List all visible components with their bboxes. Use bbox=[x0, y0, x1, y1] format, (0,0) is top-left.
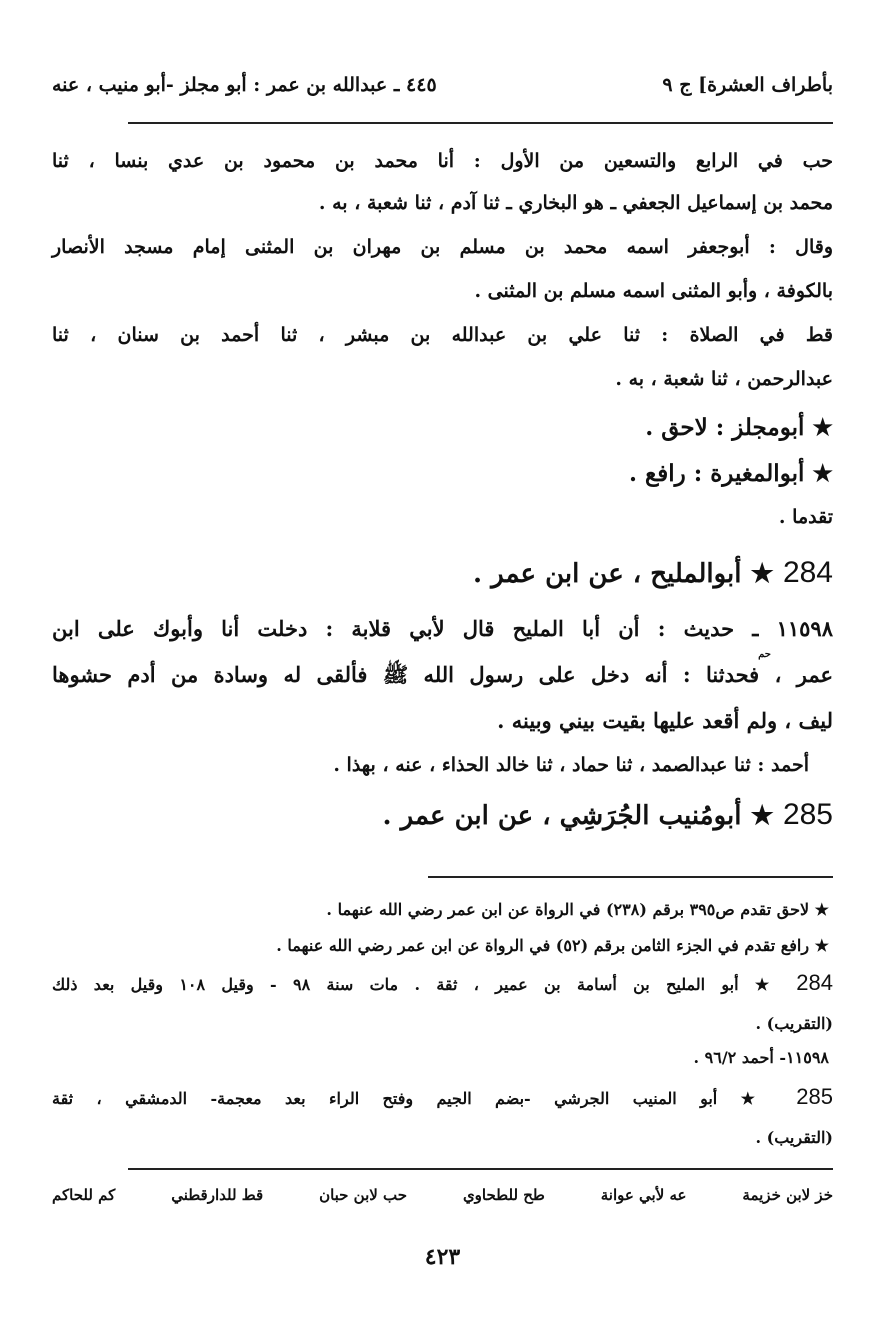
footnote-284-text: ★ أبو المليح بن أسامة بن عمير ، ثقة . مات سنة ٩٨ - وقيل ١٠٨ وقيل بعد ذلك bbox=[52, 975, 780, 994]
abbr-hakim: كم للحاكم bbox=[52, 1186, 116, 1204]
abbr-abu-awana: عه لأبي عوانة bbox=[600, 1186, 687, 1204]
footnote-285-number: 285 bbox=[796, 1084, 833, 1109]
header-volume: بأطراف العشرة] ج ٩ bbox=[662, 74, 833, 96]
body-line-2: محمد بن إسماعيل الجعفي ـ هو البخاري ـ ثنا آدم ، ثنا شعبة ، به . bbox=[318, 192, 833, 214]
footnote-lahiq: ★ لاحق تقدم ص٣٩٥ برقم (٢٣٨) في الرواة عن ابن عمر رضي الله عنهما . bbox=[326, 900, 829, 919]
page-number: ٤٢٣ bbox=[424, 1244, 461, 1270]
abbreviations-legend bbox=[52, 1186, 833, 1204]
body-line-4: بالكوفة ، وأبو المثنى اسمه مسلم بن المثنى . bbox=[474, 280, 833, 302]
body-line-3: وقال : أبوجعفر اسمه محمد بن مسلم بن مهران بن المثنى إمام مسجد الأنصار bbox=[52, 236, 833, 258]
header-rule bbox=[128, 122, 833, 124]
header-chapter: ٤٤٥ ـ عبدالله بن عمر : أبو مجلز -أبو منيب ، عنه bbox=[52, 74, 437, 96]
footnote-285-text: ★ أبو المنيب الجرشي -بضم الجيم وفتح الراء بعد معجمة- الدمشقي ، ثقة bbox=[52, 1089, 773, 1108]
footnote-285-source: (التقريب) . bbox=[755, 1128, 833, 1147]
abbr-ibn-hibban: حب لابن حبان bbox=[319, 1186, 408, 1204]
abbr-ibn-khuzayma: خز لابن خزيمة bbox=[742, 1186, 833, 1204]
narrator-entry-abu-mughira: ★ أبوالمغيرة : رافع . bbox=[628, 460, 833, 487]
abbr-daraqutni: قط للدارقطني bbox=[171, 1186, 264, 1204]
body-line-5: قط في الصلاة : ثنا علي بن عبدالله بن مبشر ، ثنا أحمد بن سنان ، ثنا bbox=[52, 324, 833, 346]
section-285-title: ★ أبومُنيب الجُرَشِي ، عن ابن عمر . bbox=[382, 801, 774, 831]
footnote-284-number: 284 bbox=[796, 970, 833, 995]
footnote-284-source: (التقريب) . bbox=[755, 1014, 833, 1033]
hadith-source-mark: حم bbox=[758, 649, 771, 660]
section-285-heading bbox=[52, 798, 833, 832]
abbreviations-rule bbox=[128, 1168, 833, 1170]
running-header bbox=[52, 74, 833, 96]
narrator-entry-abu-mijlaz: ★ أبومجلز : لاحق . bbox=[645, 414, 833, 441]
abbr-tahawi: طح للطحاوي bbox=[462, 1186, 545, 1204]
section-284-title: ★ أبوالمليح ، عن ابن عمر . bbox=[473, 559, 774, 589]
footnote-285 bbox=[52, 1084, 833, 1110]
footnote-rule bbox=[428, 876, 833, 878]
hadith-source-line: أحمد : ثنا عبدالصمد ، ثنا حماد ، ثنا خالد الحذاء ، عنه ، بهذا . bbox=[333, 754, 809, 776]
section-284-number: 284 bbox=[782, 556, 833, 589]
body-line-7: تقدما . bbox=[778, 506, 833, 528]
footnote-rafi: ★ رافع تقدم في الجزء الثامن برقم (٥٢) في الرواة عن ابن عمر رضي الله عنهما . bbox=[276, 936, 829, 955]
footnote-11598: ١١٥٩٨- أحمد ٩٦/٢ . bbox=[693, 1048, 829, 1067]
section-284-heading bbox=[52, 556, 833, 590]
hadith-line-2: عمر ، فحدثنا : أنه دخل على رسول الله ﷺ فألقى له وسادة من أدم حشوها bbox=[52, 662, 833, 687]
section-285-number: 285 bbox=[782, 798, 833, 831]
hadith-line-3: ليف ، ولم أقعد عليها بقيت بيني وبينه . bbox=[497, 708, 833, 733]
body-line-1: حب في الرابع والتسعين من الأول : أنا محمد بن محمود بن عدي بنسا ، ثنا bbox=[52, 150, 833, 172]
footnote-284 bbox=[52, 970, 833, 996]
hadith-line-1: ١١٥٩٨ ـ حديث : أن أبا المليح قال لأبي قلابة : دخلت أنا وأبوك على ابن bbox=[52, 616, 833, 641]
body-line-6: عبدالرحمن ، ثنا شعبة ، به . bbox=[615, 368, 833, 390]
